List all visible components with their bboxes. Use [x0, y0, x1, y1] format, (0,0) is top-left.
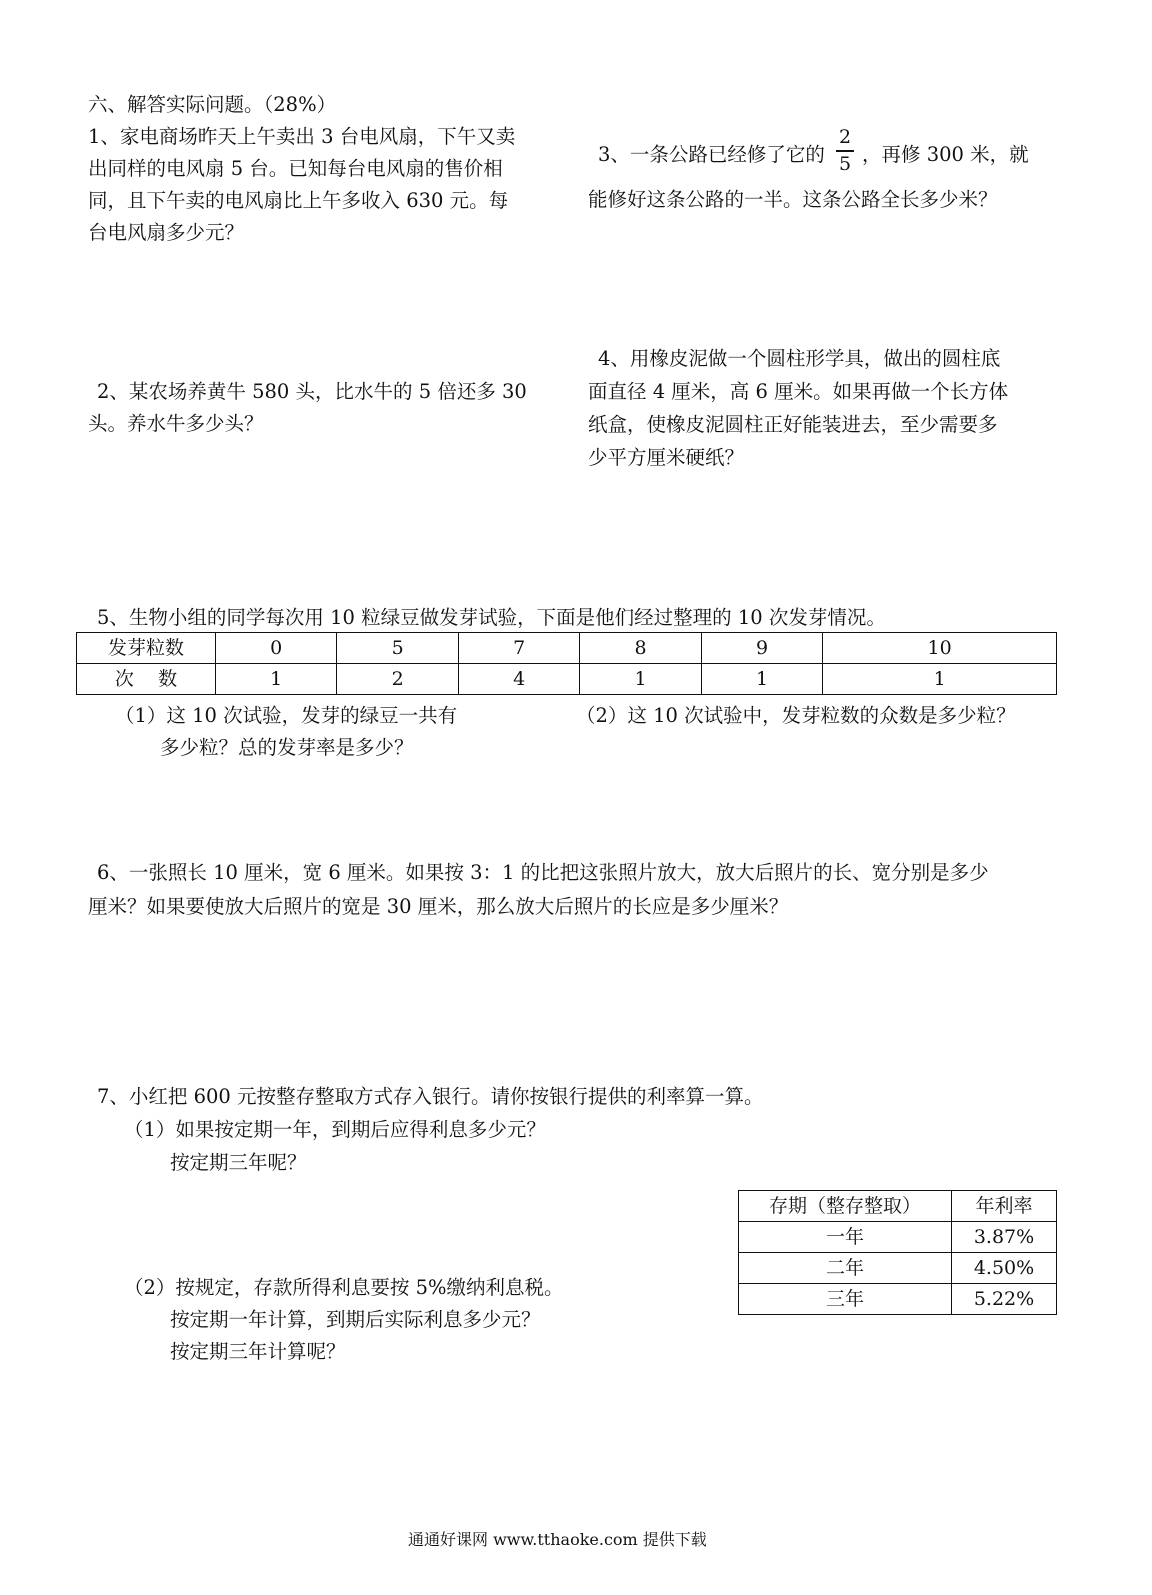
q7-intro: 7、小红把 600 元按整存整取方式存入银行。请你按银行提供的利率算一算。 — [97, 1085, 764, 1108]
q7-sub2-line: 按定期三年计算呢？ — [170, 1340, 346, 1363]
table-cell: 4 — [458, 664, 579, 695]
q5-intro: 5、生物小组的同学每次用 10 粒绿豆做发芽试验，下面是他们经过整理的 10 次发芽情况。 — [97, 606, 886, 629]
q4-line: 纸盒，使橡皮泥圆柱正好能装进去，至少需要多 — [588, 413, 998, 436]
interest-rate-table — [738, 1190, 1057, 1315]
table-cell: 5.22% — [952, 1284, 1057, 1315]
q3-line2: 能修好这条公路的一半。这条公路全长多少米？ — [588, 188, 998, 211]
q2-line: 2、某农场养黄牛 580 头，比水牛的 5 倍还多 30 — [97, 380, 527, 403]
table-row — [739, 1284, 1057, 1315]
q3-fraction-denominator: 5 — [838, 153, 852, 175]
q7-sub2-line: （2）按规定，存款所得利息要按 5%缴纳利息税。 — [124, 1276, 564, 1299]
section-title: 六、解答实际问题。（28%） — [88, 93, 337, 116]
q6-line: 厘米？如果要使放大后照片的宽是 30 厘米，那么放大后照片的长应是多少厘米？ — [88, 895, 789, 918]
q1-line: 出同样的电风扇 5 台。已知每台电风扇的售价相 — [88, 157, 503, 180]
table-cell: 3.87% — [952, 1222, 1057, 1253]
germination-table — [76, 632, 1057, 695]
table-header: 年利率 — [952, 1191, 1057, 1222]
table-cell: 7 — [458, 633, 579, 664]
table-row — [739, 1253, 1057, 1284]
q2-line: 头。养水牛多少头？ — [88, 412, 264, 435]
q1-line: 同，且下午卖的电风扇比上午多收入 630 元。每 — [88, 189, 509, 212]
table-cell: 5 — [337, 633, 458, 664]
table-row — [739, 1191, 1057, 1222]
footer-text: 通通好课网 www.tthaoke.com 提供下载 — [408, 1530, 707, 1549]
table-cell: 2 — [337, 664, 458, 695]
q5-sub1-line1: （1）这 10 次试验，发芽的绿豆一共有 — [115, 704, 458, 727]
table-cell: 9 — [701, 633, 822, 664]
q5-sub2: （2）这 10 次试验中，发芽粒数的众数是多少粒？ — [576, 704, 1016, 727]
q7-sub2-line: 按定期一年计算，到期后实际利息多少元？ — [170, 1308, 541, 1331]
q3-fraction-bar — [836, 150, 854, 152]
table-cell: 1 — [701, 664, 822, 695]
q7-sub1-line: 按定期三年呢？ — [170, 1151, 307, 1174]
q4-line: 少平方厘米硬纸？ — [588, 446, 745, 469]
table-cell: 1 — [216, 664, 337, 695]
table-cell: 一年 — [739, 1222, 952, 1253]
q1-line: 1、家电商场昨天上午卖出 3 台电风扇，下午又卖 — [88, 125, 516, 148]
q3-suffix: ，再修 300 米，就 — [862, 143, 1029, 166]
table-cell: 1 — [580, 664, 701, 695]
table-cell: 三年 — [739, 1284, 952, 1315]
q7-sub1-line: （1）如果按定期一年，到期后应得利息多少元？ — [124, 1118, 546, 1141]
q4-line: 4、用橡皮泥做一个圆柱形学具，做出的圆柱底 — [598, 347, 1001, 370]
q3-fraction-numerator: 2 — [838, 126, 852, 148]
table-row-label: 发芽粒数 — [77, 633, 216, 664]
table-row-label: 次 数 — [77, 664, 216, 695]
q3-prefix: 3、一条公路已经修了它的 — [598, 143, 825, 166]
table-header: 存期（整存整取） — [739, 1191, 952, 1222]
table-cell: 0 — [216, 633, 337, 664]
q1-line: 台电风扇多少元？ — [88, 221, 245, 244]
table-cell: 二年 — [739, 1253, 952, 1284]
table-row — [77, 664, 1057, 695]
table-row — [77, 633, 1057, 664]
table-cell: 10 — [823, 633, 1057, 664]
q4-line: 面直径 4 厘米，高 6 厘米。如果再做一个长方体 — [588, 380, 1009, 403]
q6-line: 6、一张照长 10 厘米，宽 6 厘米。如果按 3：1 的比把这张照片放大，放大后照片的长、宽分别是多少 — [97, 861, 989, 884]
q5-sub1-line2: 多少粒？总的发芽率是多少？ — [160, 736, 414, 759]
table-cell: 8 — [580, 633, 701, 664]
table-cell: 1 — [823, 664, 1057, 695]
table-row — [739, 1222, 1057, 1253]
table-cell: 4.50% — [952, 1253, 1057, 1284]
